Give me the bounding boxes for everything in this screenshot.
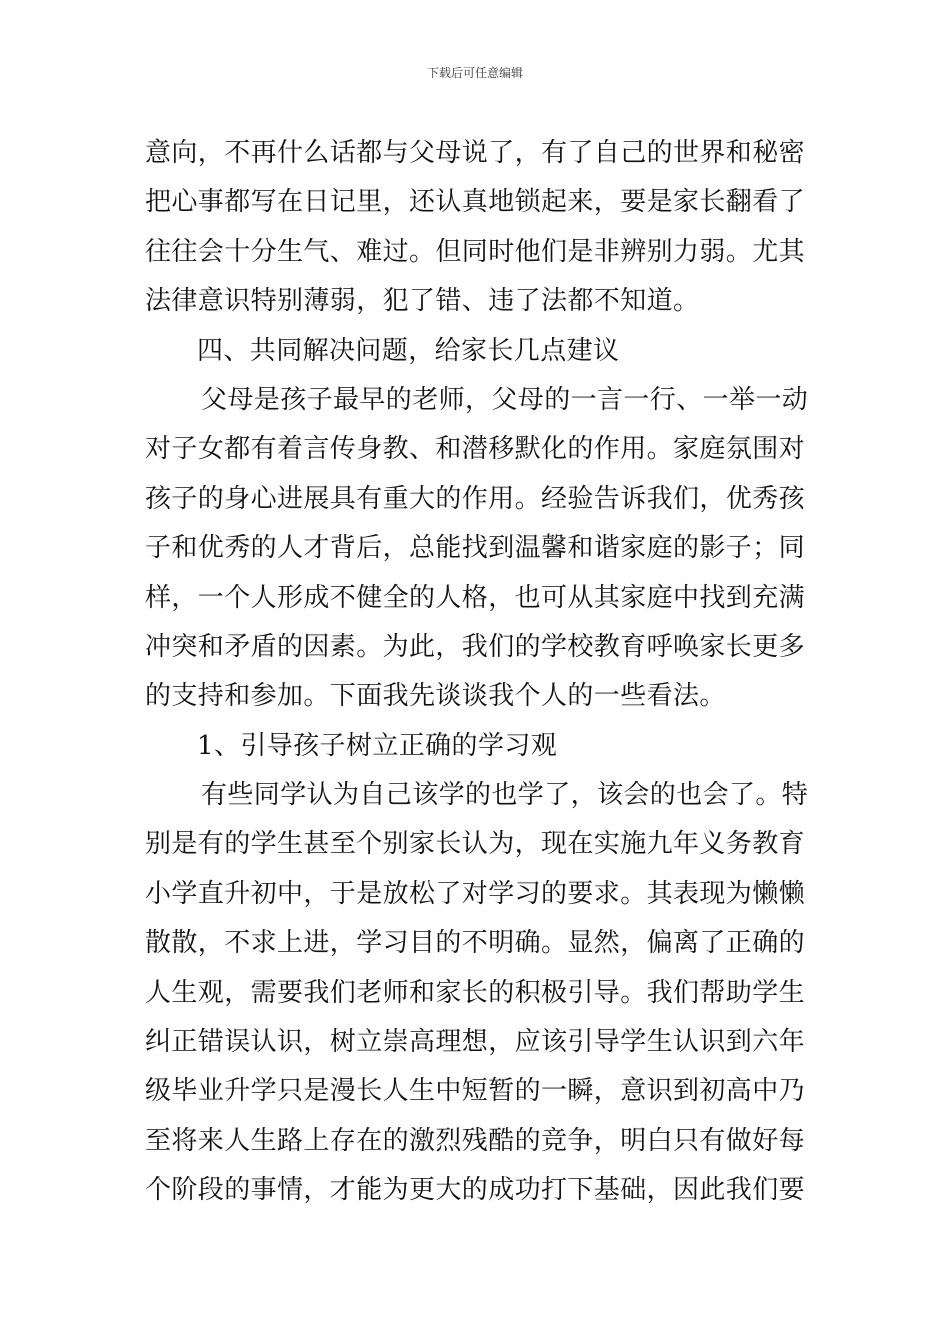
text-line: 的支持和参加。下面我先谈谈我个人的一些看法。 (145, 681, 726, 712)
text-line: 对子女都有着言传身教、和潜移默化的作用。家庭氛围对 (145, 434, 806, 465)
text-line: 纠正错误认识，树立崇高理想，应该引导学生认识到六年 (145, 1027, 806, 1058)
section-heading: 四、共同解决问题，给家长几点建议 (197, 335, 620, 366)
text-line: 往往会十分生气、难过。但同时他们是非辨别力弱。尤其 (145, 236, 806, 267)
text-line: 法律意识特别薄弱，犯了错、违了法都不知道。 (145, 286, 700, 317)
text-line: 样，一个人形成不健全的人格，也可从其家庭中找到充满 (145, 582, 806, 613)
text-line: 级毕业升学只是漫长人生中短暂的一瞬，意识到初高中乃 (145, 1076, 806, 1107)
text-line: 冲突和矛盾的因素。为此，我们的学校教育呼唤家长更多 (145, 631, 806, 662)
text-line: 至将来人生路上存在的激烈残酷的竞争，明白只有做好每 (145, 1125, 806, 1156)
text-line: 别是有的学生甚至个别家长认为，现在实施九年义务教育 (145, 829, 806, 860)
text-line: 人生观，需要我们老师和家长的积极引导。我们帮助学生 (145, 977, 806, 1008)
text-line: 有些同学认为自己该学的也学了，该会的也会了。特 (201, 780, 809, 811)
text-line: 小学直升初中，于是放松了对学习的要求。其表现为懒懒 (145, 878, 806, 909)
page-header: 下载后可任意编辑 (426, 66, 523, 80)
document-body (145, 129, 810, 1216)
text-line: 子和优秀的人才背后，总能找到温馨和谐家庭的影子；同 (145, 533, 806, 564)
text-line: 散散，不求上进，学习目的不明确。显然，偏离了正确的 (145, 928, 806, 959)
text-line: 把心事都写在日记里，还认真地锁起来，要是家长翻看了 (145, 187, 806, 218)
section-heading: 1、引导孩子树立正确的学习观 (197, 730, 558, 761)
text-line: 孩子的身心进展具有重大的作用。经验告诉我们，优秀孩 (145, 483, 806, 514)
text-line: 个阶段的事情，才能为更大的成功打下基础，因此我们要 (145, 1175, 806, 1206)
text-line: 意向，不再什么话都与父母说了，有了自己的世界和秘密 (145, 138, 806, 168)
text-line: 父母是孩子最早的老师，父母的一言一行、一举一动 (201, 384, 809, 415)
